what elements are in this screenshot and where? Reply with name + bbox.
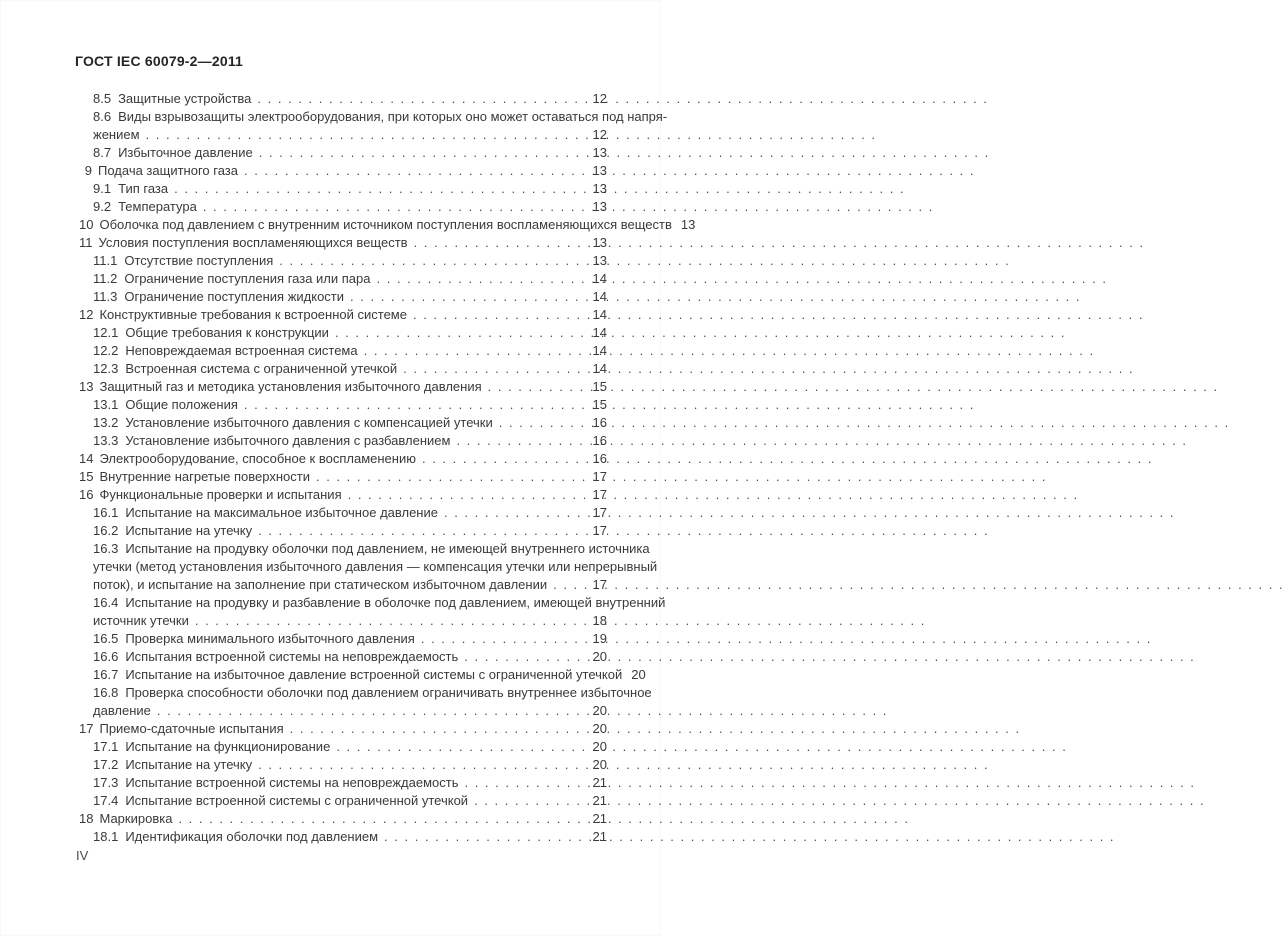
toc-entry-title: Установление избыточного давления с разбавлением [125, 433, 451, 448]
toc-entry-title: жением [93, 127, 140, 142]
toc-entry-line [75, 234, 607, 252]
toc-entry-page: 18 [592, 613, 607, 628]
toc-entry-title: Идентификация оболочки под давлением [125, 829, 379, 844]
toc-entry-title: Испытание на функционирование [125, 739, 331, 754]
dot-leader [464, 648, 589, 666]
toc-entry-title: Подача защитного газа [98, 163, 238, 178]
dot-leader [279, 252, 589, 270]
toc-entry-number: 17 [79, 721, 94, 736]
toc-entry-page: 14 [592, 361, 607, 376]
dot-leader [335, 324, 590, 342]
toc-entry-number: 18 [79, 811, 94, 826]
toc-entry-page: 17 [592, 577, 607, 592]
toc-entry-line [75, 396, 607, 414]
toc-entry-line [75, 216, 696, 234]
toc-entry-number: 16.1 [93, 505, 119, 520]
toc-entry-line [75, 756, 607, 774]
toc-entry-page: 13 [592, 235, 607, 250]
toc-entry-line [75, 360, 607, 378]
toc-entry-line [75, 252, 607, 270]
dot-leader [178, 810, 589, 828]
dot-leader [422, 450, 590, 468]
toc-entry-title: Испытание на продувку и разбавление в оболочке под давлением, имеющей внутренний [125, 595, 666, 610]
toc-entry-line [75, 450, 607, 468]
toc-entry-number: 17.1 [93, 739, 119, 754]
dot-leader [414, 234, 590, 252]
dot-leader [377, 270, 590, 288]
toc-entry-title: Испытание на утечку [125, 757, 253, 772]
toc-entry-line [75, 306, 607, 324]
dot-leader [421, 630, 590, 648]
toc-entry-title: поток), и испытание на заполнение при статическом избыточном давлении [93, 577, 548, 592]
toc-entry-line [75, 144, 607, 162]
toc-entry-number: 8.7 [93, 145, 112, 160]
toc-entry-line [75, 342, 607, 360]
toc-entry-number: 16.8 [93, 685, 119, 700]
dot-leader [195, 612, 590, 630]
toc-entry-page: 13 [680, 217, 696, 232]
toc-entry-number: 8.5 [93, 91, 112, 106]
dot-leader [336, 738, 589, 756]
toc-entry-page: 21 [592, 775, 607, 790]
page-number-footer: IV [76, 848, 89, 863]
toc-entry-title: Испытание встроенной системы с ограниченной утечкой [125, 793, 469, 808]
toc-entry-line [75, 666, 646, 684]
toc-entry-title: Испытание на избыточное давление встроенной системы с ограниченной утечкой [125, 667, 623, 682]
dot-leader [413, 306, 590, 324]
toc-entry-number: 12.3 [93, 361, 119, 376]
toc-entry-title: Испытание встроенной системы на неповреждаемость [125, 775, 459, 790]
toc-entry-line [75, 270, 607, 288]
toc-entry-title: Электрооборудование, способное к воспламенению [99, 451, 416, 466]
toc-entry-page: 19 [592, 631, 607, 646]
toc-entry-line [75, 288, 607, 306]
toc-entry-line [75, 576, 607, 594]
toc-entry-number: 17.2 [93, 757, 119, 772]
toc-entry-number: 12.2 [93, 343, 119, 358]
toc-entry-number: 16.2 [93, 523, 119, 538]
toc-entry-line [75, 558, 658, 576]
toc-entry-title: Конструктивные требования к встроенной системе [99, 307, 407, 322]
toc-entry-number: 16.7 [93, 667, 119, 682]
dot-leader [203, 198, 590, 216]
toc-entry-number: 13.2 [93, 415, 119, 430]
toc-entry-title: Оболочка под давлением с внутренним источником поступления воспламеняющихся веществ [99, 217, 672, 232]
dot-leader [488, 378, 590, 396]
toc-entry-page: 15 [592, 379, 607, 394]
toc-entry-title: Защитный газ и методика установления избыточного давления [99, 379, 482, 394]
toc-entry-line [75, 378, 607, 396]
dot-leader [350, 288, 590, 306]
toc-entry-line [75, 90, 607, 108]
dot-leader [348, 486, 590, 504]
toc-entry-title: Приемо-сдаточные испытания [99, 721, 284, 736]
toc-entry-line [75, 504, 607, 522]
toc-entry-page: 20 [592, 739, 607, 754]
toc-entry-page: 17 [592, 523, 607, 538]
toc-entry-title: Испытания встроенной системы на неповреждаемость [125, 649, 459, 664]
toc-entry-line [75, 180, 607, 198]
toc-entry-page: 16 [592, 451, 607, 466]
toc-entry-page: 14 [592, 271, 607, 286]
toc-entry-number: 15 [79, 469, 94, 484]
toc-entry-page: 13 [592, 199, 607, 214]
toc-entry-title: Испытание на максимальное избыточное давление [125, 505, 438, 520]
toc-entry-line [75, 648, 607, 666]
toc-entry-line [75, 324, 607, 342]
toc-entry-line [75, 810, 607, 828]
toc-entry-title: Избыточное давление [118, 145, 253, 160]
dot-leader [290, 720, 590, 738]
toc-entry-number: 8.6 [93, 109, 112, 124]
dot-leader [456, 432, 589, 450]
toc-entry-line [75, 594, 666, 612]
toc [75, 90, 696, 846]
dot-leader [244, 162, 590, 180]
toc-entry-number: 11 [79, 235, 93, 250]
toc-entry-line [75, 720, 607, 738]
toc-entry-number: 10 [79, 217, 94, 232]
toc-entry-line [75, 540, 650, 558]
dot-leader [444, 504, 590, 522]
toc-entry-title: Отсутствие поступления [124, 253, 274, 268]
toc-entry-line [75, 108, 668, 126]
dot-leader [384, 828, 589, 846]
toc-entry-page: 20 [592, 703, 607, 718]
toc-entry-number: 16 [79, 487, 94, 502]
toc-entry-title: давление [93, 703, 151, 718]
toc-entry-line [75, 468, 607, 486]
dot-leader [553, 576, 589, 594]
dot-leader [474, 792, 589, 810]
toc-entry-page: 13 [592, 163, 607, 178]
toc-entry-title: Испытание на утечку [125, 523, 253, 538]
toc-entry-title: Общие требования к конструкции [125, 325, 329, 340]
dot-leader [259, 144, 590, 162]
toc-entry-title: Температура [118, 199, 197, 214]
toc-entry-page: 14 [592, 343, 607, 358]
toc-entry-page: 14 [592, 325, 607, 340]
toc-entry-page: 21 [592, 793, 607, 808]
toc-entry-page: 15 [592, 397, 607, 412]
toc-entry-title: Неповреждаемая встроенная система [125, 343, 358, 358]
toc-entry-title: Функциональные проверки и испытания [99, 487, 342, 502]
dot-leader [258, 756, 589, 774]
dot-leader [174, 180, 589, 198]
toc-entry-number: 9 [84, 163, 92, 178]
dot-leader [403, 360, 589, 378]
dot-leader [244, 396, 590, 414]
toc-entry-line [75, 414, 607, 432]
dot-leader [257, 90, 589, 108]
toc-entry-page: 20 [592, 721, 607, 736]
dot-leader [258, 522, 589, 540]
toc-entry-line [75, 630, 607, 648]
toc-entry-line [75, 684, 652, 702]
toc-entry-number: 16.3 [93, 541, 119, 556]
document-title-header: ГОСТ IEC 60079-2—2011 [75, 53, 244, 69]
toc-entry-title: Ограничение поступления газа или пара [124, 271, 371, 286]
toc-entry-line [75, 702, 607, 720]
toc-entry-number: 16.6 [93, 649, 119, 664]
toc-entry-page: 16 [592, 433, 607, 448]
toc-entry-page: 20 [631, 667, 646, 682]
dot-leader [157, 702, 590, 720]
toc-entry-number: 11.3 [93, 289, 118, 304]
toc-entry-page: 17 [592, 505, 607, 520]
toc-entry-title: Условия поступления воспламеняющихся веществ [98, 235, 408, 250]
toc-entry-title: Виды взрывозащиты электрооборудования, при которых оно может оставаться под напря- [118, 109, 668, 124]
toc-entry-page: 13 [592, 145, 607, 160]
toc-entry-page: 14 [592, 307, 607, 322]
toc-entry-title: Внутренние нагретые поверхности [99, 469, 310, 484]
toc-entry-number: 18.1 [93, 829, 119, 844]
toc-entry-number: 14 [79, 451, 94, 466]
toc-entry-title: Установление избыточного давления с компенсацией утечки [125, 415, 493, 430]
toc-entry-page: 20 [592, 649, 607, 664]
toc-entry-number: 9.2 [93, 199, 112, 214]
toc-entry-line [75, 198, 607, 216]
toc-entry-line [75, 792, 607, 810]
toc-entry-number: 17.4 [93, 793, 119, 808]
dot-leader [464, 774, 589, 792]
toc-entry-number: 12.1 [93, 325, 119, 340]
toc-entry-page: 17 [592, 469, 607, 484]
toc-entry-number: 13 [79, 379, 94, 394]
toc-entry-line [75, 774, 607, 792]
toc-entry-title: Тип газа [118, 181, 169, 196]
toc-entry-number: 16.4 [93, 595, 119, 610]
toc-entry-title: Проверка способности оболочки под давлением ограничивать внутреннее избыточное [125, 685, 652, 700]
toc-entry-line [75, 126, 607, 144]
toc-entry-title: источник утечки [93, 613, 189, 628]
toc-entry-number: 13.3 [93, 433, 119, 448]
toc-entry-page: 12 [592, 127, 607, 142]
toc-entry-line [75, 828, 607, 846]
toc-entry-page: 17 [592, 487, 607, 502]
toc-entry-line [75, 162, 607, 180]
toc-entry-title: Проверка минимального избыточного давления [125, 631, 415, 646]
dot-leader [316, 468, 590, 486]
toc-entry-title: Ограничение поступления жидкости [124, 289, 345, 304]
toc-entry-line [75, 432, 607, 450]
toc-entry-title: утечки (метод установления избыточного давления — компенсация утечки или непрерывный [93, 559, 658, 574]
toc-entry-title: Испытание на продувку оболочки под давлением, не имеющей внутреннего источника [125, 541, 650, 556]
toc-entry-page: 16 [592, 415, 607, 430]
toc-entry-title: Маркировка [99, 811, 173, 826]
toc-entry-page: 13 [592, 253, 607, 268]
dot-leader [364, 342, 590, 360]
toc-entry-title: Защитные устройства [118, 91, 252, 106]
toc-entry-number: 11.2 [93, 271, 118, 286]
dot-leader [146, 126, 590, 144]
toc-entry-line [75, 612, 607, 630]
toc-entry-line [75, 522, 607, 540]
toc-entry-page: 20 [592, 757, 607, 772]
toc-entry-number: 9.1 [93, 181, 112, 196]
toc-entry-number: 13.1 [93, 397, 119, 412]
toc-entry-page: 12 [592, 91, 607, 106]
dot-leader [499, 414, 590, 432]
toc-entry-number: 17.3 [93, 775, 119, 790]
toc-entry-number: 11.1 [93, 253, 118, 268]
toc-entry-number: 12 [79, 307, 94, 322]
toc-entry-title: Встроенная система с ограниченной утечкой [125, 361, 398, 376]
toc-entry-page: 21 [592, 811, 607, 826]
toc-entry-title: Общие положения [125, 397, 238, 412]
toc-entry-line [75, 738, 607, 756]
toc-entry-page: 14 [592, 289, 607, 304]
toc-entry-number: 16.5 [93, 631, 119, 646]
toc-entry-page: 21 [592, 829, 607, 844]
toc-entry-page: 13 [592, 181, 607, 196]
toc-entry-line [75, 486, 607, 504]
